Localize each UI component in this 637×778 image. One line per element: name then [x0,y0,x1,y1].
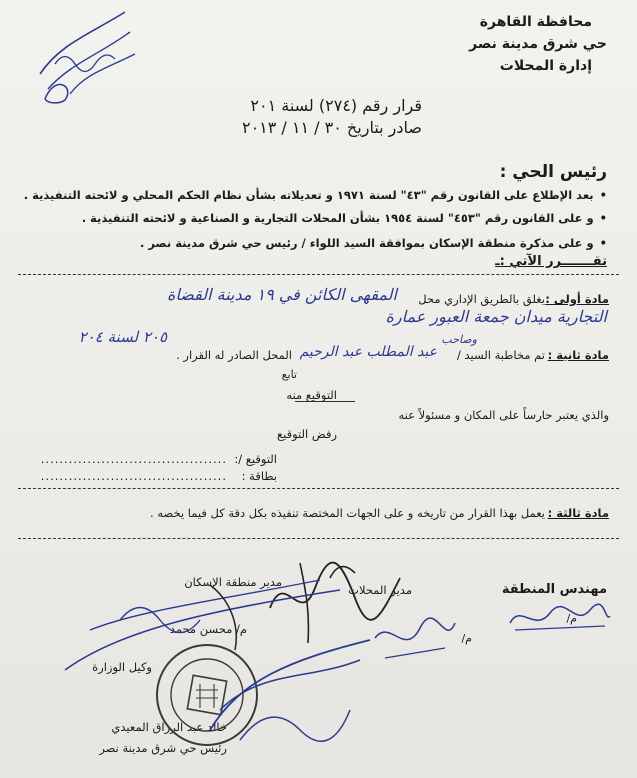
article1-handwritten: المقهى الكائن في ١٩ مدينة القضاة [166,285,397,304]
chief-title: رئيس حي شرق مدينة نصر [99,741,227,755]
decision-number: قرار رقم (٢٧٤) لسنة ٢٠١ [250,96,422,115]
article1-handwritten: ٢٠٥ لسنة ٢٠٤ [78,328,167,346]
article2-text: تم مخاطبة السيد / [456,348,545,362]
article3-label: مادة ثالثة : [547,506,609,520]
department-name: إدارة المحلات [499,58,592,74]
shops-manager-title: مدير المحلات [348,583,412,597]
article3-text: يعمل بهذا القرار من تاريخه و على الجهات المختصة تنفيذه بكل دقة كل فيما يخصه . [150,506,545,520]
article1-text: يغلق بالطريق الإداري محل [418,292,545,306]
chief-name: خالد عبد الرزاق المعيدي [111,720,227,734]
divider [18,274,619,275]
card-field-label: بطاقة : [241,469,277,483]
refused-label: رفض التوقيع [277,427,337,441]
m-prefix: م/ [461,632,472,645]
card-field-dots: ........................................ [40,469,227,483]
decides-heading: تقـــــــرر الآتي :ـ [495,254,607,269]
housing-manager-name: م/ محسن محمد [169,622,247,636]
governorate-name: محافظة القاهرة [479,14,592,30]
guard-text: والذي يعتبر حارساً على المكان و مسئولاً عنه [398,408,609,422]
chief-signature [200,620,380,750]
article1-label: مادة أولى : [545,292,609,306]
shops-manager-signature-2 [370,608,460,668]
area-engineer-title: مهندس المنطقة [501,582,607,597]
article2-handwritten-name: عبد المطلب عبد الرحيم [299,344,437,360]
divider [18,538,619,539]
follow-label: تابع [281,368,297,381]
article2-label: مادة ثانية : [547,348,609,362]
housing-manager-title: مدير منطقة الإسكان [184,575,282,589]
preamble-item: • و على القانون رقم "٤٥٣" لسنة ١٩٥٤ بشأن المحلات التجارية و الصناعية و لائحته التنفيذية . [82,211,607,225]
article1-handwritten: التجارية ميدان جمعة العبور عمارة [385,307,607,326]
preamble-title: رئيس الحي : [499,162,607,182]
handwritten-note-top-left [30,4,140,104]
signature-label: التوقيع منه [286,388,337,402]
signature-line [295,401,355,402]
decision-date: صادر بتاريخ ٣٠ / ١١ / ٢٠١٣ [241,118,422,137]
sign-field-dots: ........................................ [40,452,227,466]
district-name: حي شرق مدينة نصر [469,36,607,52]
sign-field-label: التوقيع /: [234,452,277,466]
preamble-item: • و على مذكرة منطقة الإسكان بموافقة السيد اللواء / رئيس حي شرق مدينة نصر . [140,236,607,250]
divider [18,488,619,489]
preamble-item: • بعد الإطلاع على القانون رقم "٤٣" لسنة ١٩٧١ و تعديلاته بشأن نظام الحكم المحلي و لائحته التنفيذية . [24,188,607,202]
deputy-ministry-title: وكيل الوزارة [92,660,152,674]
article2-suffix: المحل الصادر له القرار . [176,348,292,362]
engineer-signature [505,598,615,638]
article2-owner-note: وصاحب [441,333,477,346]
m-prefix: م/ [566,612,577,625]
